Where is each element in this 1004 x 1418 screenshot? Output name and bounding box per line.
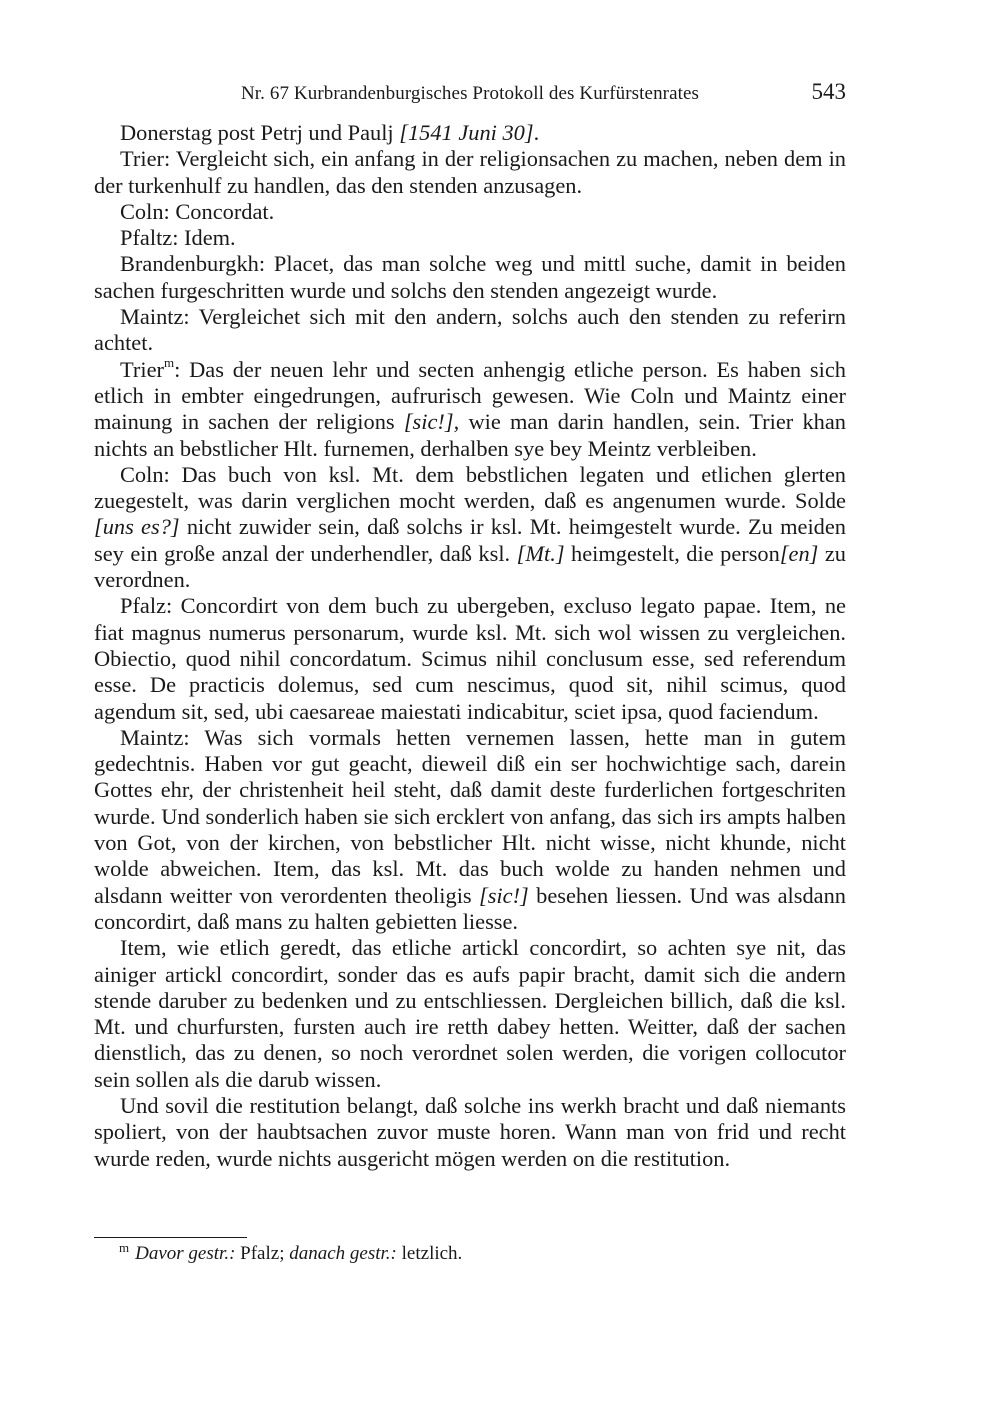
text-run: . [533, 120, 540, 145]
page-number: 543 [811, 79, 846, 104]
editorial-italic: danach gestr.: [289, 1243, 397, 1264]
text-run: : Das der neuen lehr und secten anhengig etliche person. Es haben sich etlich in embter eingedrungen, aufrurisch gewesen. Wie Coln und Maintz einer mainung in sachen der religions [94, 356, 846, 435]
text-run: Trier [120, 356, 164, 382]
paragraph [94, 304, 846, 357]
paragraph [94, 725, 846, 935]
paragraph [94, 462, 846, 593]
footnote-marker: m [119, 1240, 130, 1255]
text-run: nicht zuwider sein, daß solchs ir ksl. Mt. heimgestelt wurde. Zu meiden sey ein große anzal der underhendler, daß ksl. [94, 514, 846, 566]
editorial-italic: [uns es?] [94, 514, 180, 540]
text-run: Donerstag post Petrj und Paulj [120, 120, 400, 145]
editorial-italic: [1541 Juni 30] [399, 120, 534, 145]
text-run: Pfalz; [235, 1243, 290, 1264]
text-run: wie man darin handlen, sein. Trier khan nichts an bebstlicher Hlt. furnemen, derhalben sye bey Meintz verbleiben. [94, 409, 846, 461]
editorial-italic: [en] [779, 540, 819, 566]
editorial-italic: [sic!] [479, 882, 529, 908]
footnote-reference: m [163, 355, 175, 371]
paragraph [94, 251, 846, 304]
paragraph [94, 935, 846, 1093]
text-run: Und sovil die restitution belangt, daß solche ins werkh bracht und daß niemants spoliert, von der haubtsachen zuvor muste horen. Wann man von frid und recht wurde reden, wurde nichts ausgericht mögen werden on die restitution. [94, 1092, 846, 1171]
text-run: Brandenburgkh: Placet, das man solche weg und mittl suche, damit in beiden sachen furgeschritten wurde und solchs den stenden angezeigt wurde. [94, 251, 846, 303]
text-run: Pfaltz: Idem. [120, 225, 236, 251]
footnote [119, 1242, 846, 1267]
text-run: Coln: Concordat. [120, 198, 275, 224]
paragraph [94, 225, 846, 251]
paragraph [94, 1093, 846, 1172]
editorial-italic: [Mt.] [516, 540, 565, 566]
text-run: letzlich. [396, 1243, 463, 1264]
footnote-text [135, 1243, 462, 1264]
body-text [94, 120, 846, 1172]
text-run: Maintz: Vergleichet sich mit den andern, solchs auch den stenden zu referirn achtet. [94, 304, 846, 356]
paragraph [94, 357, 846, 462]
text-run: Pfalz: Concordirt von dem buch zu ubergeben, excluso legato papae. Item, ne fiat magnus numerus personarum, wurde ksl. Mt. sich wol wissen zu vergleichen. Obiectio, quod nihil concordatum. Scimus nihil conclusum esse, sed referendum esse. De practicis dolemus, sed cum nescimus, quod sit, nihil scimus, quod agendum sit, sed, ubi caesareae maiestati indicabitur, sciet ipsa, quod faciendum. [94, 593, 846, 724]
text-run: zu verordnen. [94, 540, 846, 593]
paragraph [94, 146, 846, 199]
running-head: Nr. 67 Kurbrandenburgisches Protokoll des Kurfürstenrates [240, 83, 700, 104]
page-header [94, 79, 846, 109]
text-run: heimgestelt, die person [564, 540, 780, 566]
paragraph [94, 199, 846, 225]
text-run: Trier: Vergleicht sich, ein anfang in der religionsachen zu machen, neben dem in der turkenhulf zu handlen, das den stenden anzusagen. [94, 146, 846, 198]
text-run: besehen liessen. Und was alsdann concordirt, daß mans zu halten gebietten liesse. [94, 882, 846, 934]
paragraph [94, 120, 846, 146]
text-run: Coln: Das buch von ksl. Mt. dem bebstlichen legaten und etlichen glerten zuegestelt, was darin verglichen mocht werden, daß es angenumen wurde. Solde [94, 461, 846, 514]
text-run: Item, wie etlich geredt, das etliche artickl concordirt, so achten sye nit, das ainiger artickl concordirt, sonder das es aufs papir bracht, damit sich die andern stende daruber zu bedenken und zu entschliessen. Dergleichen billich, daß die ksl. Mt. und churfursten, fursten auch ire retth dabey hetten. Weitter, daß der sachen dienstlich, das zu denen, so noch verordnet solen werden, die vorigen collocutor sein sollen als die darub wissen. [94, 935, 846, 1092]
footnote-separator [94, 1237, 247, 1238]
editorial-italic: [sic!], [403, 409, 460, 435]
paragraph [94, 593, 846, 724]
text-run: Maintz: Was sich vormals hetten vernemen lassen, hette man in gutem gedechtnis. Haben vor gut geacht, dieweil diß ein ser hochwichtige sach, darein Gottes ehr, der christenheit heil steht, daß damit deste furderlichen fortgeschriten wurde. Und sonderlich haben sie sich ercklert von anfang, das sich irs ampts halben von Got, von der kirchen, von bebstlicher Hlt. nicht wisse, nicht khunde, nicht wolde abweichen. Item, das ksl. Mt. das buch wolde zu handen nehmen und alsdann weitter von verordenten theoligis [94, 724, 846, 908]
editorial-italic: Davor gestr.: [135, 1243, 236, 1264]
